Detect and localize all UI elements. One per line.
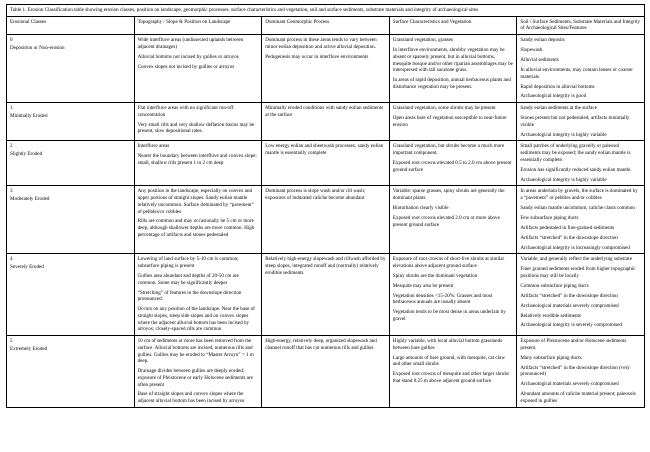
cell-paragraph: Interfluve areas [137,143,170,150]
cell-paragraph: Artifacts “stretched” in the downslope direction [520,234,618,241]
table-row [7,186,645,254]
cell-paragraph: Sandy eolian deposits [520,37,565,44]
topography-cell [134,103,262,141]
cell-paragraph: Artifacts “stretched” in the downslope direction [520,292,618,299]
cell-paragraph: Few subsurface piping ducts [520,214,579,221]
topography-cell [134,186,262,254]
erosional-class-label: Deposition or Non-erosion [10,44,65,51]
cell-paragraph: Exposed root crowns elevated 2.0 cm or more above present ground surface [392,214,500,228]
header-erosional-classes: Erosional Classes [7,16,135,34]
cell-paragraph: Dominant process in these areas tends to vary between minor eolian deposition and active alluvial deposition. [265,37,377,50]
cell-paragraph: In areas underlain by gravels, the surface is dominated by a “pavement” or pebbles and/or cobbles [520,188,638,202]
topography-cell [134,141,262,186]
cell-paragraph: Base of straight slopes and convex slopes where the adjacent alluvial bottom has been incised by arroyos [137,391,245,405]
erosional-class-number: 3 [10,188,13,195]
table-row [7,35,645,103]
geomorphic-process-cell [262,141,390,186]
cell-paragraph: Exposure of root crowns of short-live shrubs at similar elevations above adjacent ground surface [392,256,505,270]
cell-paragraph: Drainage divides between gullies are deeply eroded; exposure of Pleistocene or early Holocene sediments are often present [137,368,253,388]
cell-paragraph: Exposed root crowns elevated 0.5 to 2.0 cm above present ground surface [392,160,512,173]
topography-cell [134,254,262,336]
surface-characteristics-cell [389,186,517,254]
cell-paragraph: Relatively erodible sediments [520,312,581,319]
soil-sediments-cell [517,254,645,336]
geomorphic-process-cell [262,254,390,336]
cell-paragraph: Archaeological integrity is good [520,93,587,100]
cell-paragraph: Archaeological integrity is severely compromised [520,322,622,329]
cell-paragraph: Dominant process is slope wash and/or rill wash; exposures of indurated caliche become abundant [265,188,366,202]
soil-sediments-cell [517,35,645,103]
soil-sediments-cell [517,186,645,254]
erosion-classification-table [6,4,645,408]
cell-paragraph: Relatively high-energy slopewash and rillwash afforded by steep slopes, integrated runoff and (normally) relatively erodible sediments [265,256,386,276]
cell-paragraph: Vegetation tends to be most dense in areas underlain by gravel [392,309,506,323]
cell-paragraph: High-energy, relatively deep, organized slopewash and channel runoff that has cut numerous rills and gullies [265,338,377,351]
cell-paragraph: Grassland vegetation, grasses [392,37,453,44]
header-topography: Topography / Slope & Position on Landscape [134,16,262,34]
erosional-class-cell [7,186,135,254]
erosional-class-cell [7,141,135,186]
surface-characteristics-cell [389,336,517,408]
cell-paragraph: Sandy eolian sediments at the surface [520,105,597,112]
table-row [7,254,645,336]
erosional-class-number: 1 [10,105,13,112]
cell-paragraph: Grassland vegetation, some shrubs may be present [392,105,496,112]
erosional-class-cell [7,35,135,103]
cell-paragraph: Finer grained sediments eroded from higher topographic positions may still be locally [520,266,636,279]
cell-paragraph: Exposure of Pleistocene and/or Holocene sediments present. [520,338,627,351]
cell-paragraph: Vegetation densities <15-20%: Grasses and most herbaceous annuals are usually absent [392,292,493,306]
cell-paragraph: Large amounts of bare ground, with mesquite, cat claw and other small shrubs [392,354,505,368]
erosional-class-number: 4 [10,256,13,263]
cell-paragraph: Convex slopes not incised by gullies or arroyos [137,63,235,70]
geomorphic-process-cell [262,35,390,103]
header-geomorphic-process: Dominant Geomorphic Process [262,16,390,34]
header-row [7,16,645,34]
cell-paragraph: In alluvial environments, may contain lenses or coarser materials [520,66,633,80]
table-row [7,103,645,141]
cell-paragraph: In areas of rapid deposition, annual herbaceous plants and disturbance vegetation may be present. [392,77,511,90]
cell-paragraph: Artifacts pedestaled in fine-grained sediments [520,224,615,231]
erosional-class-label: Moderately Eroded [10,196,50,203]
cell-paragraph: Wide interfluve areas (undissected uplands between adjacent drainages) [137,37,244,50]
cell-paragraph: “Stretching” of features in the downslope direction pronounced. [137,289,242,303]
cell-paragraph: 10 cm of sediments or more has been removed from the surface. Alluvial bottoms are incised, numerous rills and gullies. Gullies may be eroded to “Master Arroyo” > 1 m deep. [137,338,254,365]
cell-paragraph: Gullies area abundant and depths of 20-50 cm are common. Some may be significantly deeper [137,272,239,286]
erosional-class-cell [7,336,135,408]
cell-paragraph: Variable, and generally reflect the underlying substrate [520,256,632,263]
erosional-class-number: 2 [10,143,13,150]
cell-paragraph: Occurs on any position of the landscape. Near the base of straight slopes, steep side slopes and on convex slopes where the adjacent alluvial bottom has been incised by arroyos; closely-spaced rills are common [137,306,255,333]
cell-paragraph: Any position in the landscape, especially on convex and upper portions of straight slopes. Sandy eolian mantle relatively uncommon. Surface dominated by “pavement” of pebbles/or cobbles [137,188,254,215]
cell-paragraph: Highly variable, with local alluvial bottom grasslands between bare gullies [392,338,503,351]
cell-paragraph: Archaeological materials severely compromised [520,302,619,309]
cell-paragraph: Small patches of underlying gravelly or paleosol sediments may be exposed; the sandy eolian mantle is essentially complete. [520,143,631,163]
surface-characteristics-cell [389,141,517,186]
erosional-class-cell [7,254,135,336]
erosional-class-cell [7,103,135,141]
soil-sediments-cell [517,336,645,408]
cell-paragraph: Archaeological integrity is highly variable [520,176,607,183]
cell-paragraph: Rapid deposition in alluvial bottoms [520,83,595,90]
table-body [7,35,645,408]
cell-paragraph: Archaeological integrity is highly variable [520,131,607,138]
cell-paragraph: Artifacts “stretched” in the downslope direction (very pronounced) [520,364,630,378]
cell-paragraph: Low energy eolian and sheetwash processes; sandy eolian mantle is essentially complete [265,143,384,157]
cell-paragraph: Minimally eroded conditions with sandy eolian sediments at the surface [265,105,384,118]
cell-paragraph: Alluvial bottoms not incised by gullies or arroyos [137,53,239,60]
cell-paragraph: Pedogenesis may occur in interfluve environments [265,53,369,60]
cell-paragraph: Mesquite may also be present [392,282,454,289]
cell-paragraph: Archaeological materials severely compromised [520,381,619,388]
table-row [7,336,645,408]
cell-paragraph: Abundant amounts of caliche material present; paleosols exposed in gullies [520,391,636,404]
cell-paragraph: Nearer the boundary between interfluve and convex slope; small, shallow rills present 1 to 2 cm deep [137,153,257,166]
topography-cell [134,336,262,408]
cell-paragraph: Open areas bare of vegetation susceptible to near-future erosion [392,115,507,128]
cell-paragraph: Lowering of land surface by 5-10 cm is common; subsurface piping is present [137,256,239,270]
cell-paragraph: Alluvial sediments [520,56,559,63]
caption-row [7,5,645,17]
table-caption: Table 1. Erosion Classification table showing erosion classes, position on landscape, geomorphic processes, surface characteristics and vegetation, soil and surface sediments, substrate materials and integrity of archaeological sites [7,5,645,17]
erosional-class-label: Slightly Eroded [10,151,43,158]
cell-paragraph: In interfluve environments, shrubby vegetation may be absent or sparsely present, but in alluvial bottoms, mesquite bosque and/or other riparian assemblages may be interspersed with tall sacatone grass. [392,47,513,74]
cell-paragraph: Archaeological integrity is increasingly compromised [520,244,630,251]
cell-paragraph: Slopewash [520,47,543,54]
header-surface-characteristics: Surface Characteristics and Vegetation [389,16,517,34]
surface-characteristics-cell [389,254,517,336]
cell-paragraph: Common subsurface piping ducts [520,282,589,289]
header-soil-sediments: Soil / Surface Sediments, Substrate Materials and Integrity of Archaeological Sites/Features [517,16,645,34]
geomorphic-process-cell [262,186,390,254]
erosional-class-number: 0 [10,37,13,44]
erosional-class-label: Severely Eroded [10,264,44,271]
erosional-class-label: Minimally Eroded [10,112,48,119]
cell-paragraph: Erosion has significantly reduced sandy eolian mantle. [520,166,632,173]
erosional-class-number: 5 [10,338,13,345]
cell-paragraph: Stones present but not pedestaled, artifacts minimally visible [520,115,630,128]
soil-sediments-cell [517,103,645,141]
cell-paragraph: Sandy eolian mantle uncommon, caliche clasts common [520,204,635,211]
cell-paragraph: Very small rills and very shallow deflation basins may be present, slow depositional rates. [137,121,255,135]
geomorphic-process-cell [262,336,390,408]
topography-cell [134,35,262,103]
cell-paragraph: Bioturbation clearly visible [392,204,449,211]
cell-paragraph: Flat interfluve areas with no significant run-off concentration [137,105,234,118]
soil-sediments-cell [517,141,645,186]
erosional-class-label: Extremely Eroded [10,345,48,352]
cell-paragraph: Grassland vegetation, but shrubs become a much more important component. [392,143,505,157]
cell-paragraph: Rills are common and may occasionally be 5 cm or more deep, although shallower depths are more common. High percentage of artifacts and stones pedestaled [137,218,255,238]
geomorphic-process-cell [262,103,390,141]
surface-characteristics-cell [389,35,517,103]
cell-paragraph: Many subsurface piping ducts [520,354,582,361]
cell-paragraph: Exposed root crowns of mesquite and other larger shrubs that stand 0.25 m above adjacent ground surface [392,371,509,385]
surface-characteristics-cell [389,103,517,141]
cell-paragraph: Spiny shrubs are the dominant vegetation [392,272,478,279]
table-row [7,141,645,186]
cell-paragraph: Variable: sparse grasses, spiny shrubs are generally the dominant plants [392,188,505,202]
